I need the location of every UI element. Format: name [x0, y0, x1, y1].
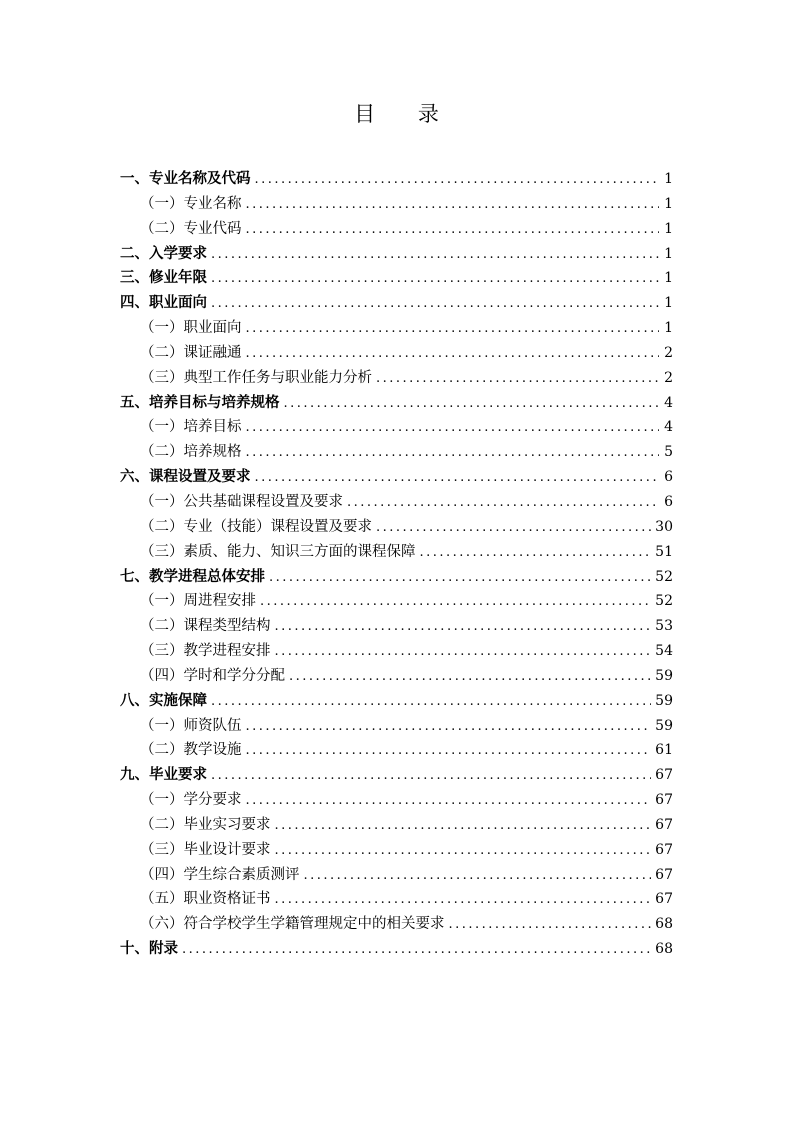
toc-dot-leader: [246, 715, 652, 740]
toc-page-number: 4: [664, 419, 673, 436]
toc-dot-leader: [211, 267, 659, 292]
toc-dot-leader: [284, 392, 660, 417]
toc-page-number: 1: [664, 295, 673, 312]
toc-dot-leader: [269, 566, 651, 591]
toc-entry-label: 七、教学进程总体安排: [120, 567, 265, 585]
toc-page-number: 67: [655, 891, 673, 908]
toc-chapter-entry[interactable]: [120, 391, 673, 416]
toc-dot-leader: [275, 839, 652, 864]
toc-entry-label: （二）毕业实习要求: [140, 816, 271, 833]
toc-section-entry[interactable]: [120, 788, 673, 813]
toc-entry-label: （一）师资队伍: [140, 717, 242, 734]
toc-dot-leader: [275, 888, 652, 913]
toc-entry-label: 十、附录: [120, 940, 178, 958]
toc-entry-label: （二）课证融通: [140, 344, 242, 361]
toc-dot-leader: [420, 541, 652, 566]
toc-dot-leader: [246, 416, 660, 441]
toc-section-entry[interactable]: [120, 316, 673, 341]
toc-entry-label: （五）职业资格证书: [140, 891, 271, 908]
toc-entry-label: （三）毕业设计要求: [140, 841, 271, 858]
toc-dot-leader: [246, 317, 660, 342]
toc-entry-label: （六）符合学校学生学籍管理规定中的相关要求: [140, 916, 445, 933]
toc-page-number: 51: [655, 543, 673, 560]
toc-dot-leader: [255, 466, 660, 491]
toc-section-entry[interactable]: [120, 589, 673, 614]
toc-page-number: 59: [655, 717, 673, 734]
toc-dot-leader: [182, 938, 651, 963]
toc-page-number: 61: [655, 742, 673, 759]
toc-section-entry[interactable]: [120, 614, 673, 639]
toc-entry-label: （一）职业面向: [140, 320, 242, 337]
toc-section-entry[interactable]: [120, 366, 673, 391]
toc-page-number: 2: [664, 369, 673, 386]
toc-list: [120, 167, 673, 962]
toc-entry-label: （一）学分要求: [140, 792, 242, 809]
toc-dot-leader: [449, 913, 652, 938]
toc-page-number: 1: [664, 245, 673, 262]
toc-dot-leader: [347, 491, 659, 516]
toc-entry-label: 一、专业名称及代码: [120, 170, 251, 187]
toc-dot-leader: [246, 739, 652, 764]
toc-page-number: 1: [664, 195, 673, 212]
toc-entry-label: （三）教学进程安排: [140, 643, 271, 660]
toc-chapter-entry[interactable]: [120, 266, 673, 291]
toc-page-number: 68: [655, 941, 673, 958]
toc-page-number: 5: [664, 444, 673, 461]
toc-section-entry[interactable]: [120, 838, 673, 863]
toc-section-entry[interactable]: [120, 887, 673, 912]
toc-entry-label: 八、实施保障: [120, 691, 207, 709]
toc-entry-label: （二）教学设施: [140, 742, 242, 759]
toc-page-number: 52: [655, 593, 673, 610]
toc-chapter-entry[interactable]: [120, 291, 673, 316]
toc-page-number: 1: [664, 320, 673, 337]
toc-section-entry[interactable]: [120, 664, 673, 689]
toc-entry-label: （二）专业代码: [140, 220, 242, 237]
toc-entry-label: 六、课程设置及要求: [120, 468, 251, 486]
toc-entry-label: （一）专业名称: [140, 195, 242, 212]
toc-dot-leader: [211, 243, 659, 268]
toc-section-entry[interactable]: [120, 714, 673, 739]
toc-chapter-entry[interactable]: [120, 167, 673, 192]
toc-entry-label: （一）周进程安排: [140, 593, 256, 610]
toc-dot-leader: [246, 218, 660, 243]
toc-page-number: 67: [655, 767, 673, 784]
toc-dot-leader: [289, 665, 651, 690]
toc-dot-leader: [246, 193, 660, 218]
toc-chapter-entry[interactable]: [120, 937, 673, 962]
toc-section-entry[interactable]: [120, 440, 673, 465]
toc-entry-label: 九、毕业要求: [120, 766, 207, 784]
toc-page-number: 67: [655, 792, 673, 809]
toc-entry-label: 二、入学要求: [120, 244, 207, 262]
toc-section-entry[interactable]: [120, 341, 673, 366]
toc-page-number: 68: [655, 916, 673, 933]
toc-dot-leader: [275, 640, 652, 665]
toc-entry-label: 四、职业面向: [120, 294, 207, 312]
toc-section-entry[interactable]: [120, 490, 673, 515]
toc-page-number: 54: [655, 643, 673, 660]
toc-page-number: 53: [655, 618, 673, 635]
toc-page-number: 52: [655, 568, 673, 585]
toc-page-number: 67: [655, 841, 673, 858]
toc-chapter-entry[interactable]: [120, 242, 673, 267]
toc-chapter-entry[interactable]: [120, 465, 673, 490]
toc-section-entry[interactable]: [120, 415, 673, 440]
toc-entry-label: （二）培养规格: [140, 444, 242, 461]
toc-section-entry[interactable]: [120, 515, 673, 540]
toc-dot-leader: [246, 342, 660, 367]
toc-section-entry[interactable]: [120, 738, 673, 763]
toc-page-number: 1: [664, 220, 673, 237]
toc-chapter-entry[interactable]: [120, 565, 673, 590]
toc-page-number: 6: [664, 493, 673, 510]
toc-entry-label: （三）典型工作任务与职业能力分析: [140, 369, 372, 386]
toc-page-number: 1: [664, 270, 673, 287]
toc-title: 目 录: [354, 102, 457, 126]
toc-page-number: 1: [664, 171, 673, 187]
toc-section-entry[interactable]: [120, 639, 673, 664]
toc-dot-leader: [376, 367, 659, 392]
toc-dot-leader: [246, 789, 652, 814]
toc-dot-leader: [211, 292, 659, 317]
toc-page-number: 2: [664, 344, 673, 361]
toc-dot-leader: [304, 864, 652, 889]
toc-dot-leader: [255, 168, 660, 193]
toc-chapter-entry[interactable]: [120, 763, 673, 788]
toc-dot-leader: [275, 615, 652, 640]
toc-dot-leader: [246, 441, 660, 466]
toc-page-number: 67: [655, 816, 673, 833]
toc-dot-leader: [260, 590, 651, 615]
toc-section-entry[interactable]: [120, 912, 673, 937]
toc-page-number: 67: [655, 866, 673, 883]
toc-dot-leader: [211, 690, 651, 715]
toc-entry-label: （一）培养目标: [140, 419, 242, 436]
toc-entry-label: （四）学时和学分分配: [140, 667, 285, 684]
toc-entry-label: （二）课程类型结构: [140, 618, 271, 635]
toc-page-number: 6: [664, 469, 673, 486]
toc-page-number: 59: [655, 667, 673, 684]
toc-dot-leader: [275, 814, 652, 839]
toc-page-number: 59: [655, 692, 673, 709]
toc-page-number: 4: [664, 394, 673, 411]
toc-entry-label: （三）素质、能力、知识三方面的课程保障: [140, 543, 416, 560]
toc-section-entry[interactable]: [120, 192, 673, 217]
toc-entry-label: （二）专业（技能）课程设置及要求: [140, 518, 372, 535]
toc-entry-label: （一）公共基础课程设置及要求: [140, 493, 343, 510]
toc-entry-label: 五、培养目标与培养规格: [120, 393, 280, 411]
toc-section-entry[interactable]: [120, 217, 673, 242]
toc-chapter-entry[interactable]: [120, 689, 673, 714]
toc-section-entry[interactable]: [120, 863, 673, 888]
toc-dot-leader: [211, 764, 651, 789]
toc-dot-leader: [376, 516, 651, 541]
toc-page-number: 30: [655, 518, 673, 535]
toc-section-entry[interactable]: [120, 813, 673, 838]
toc-section-entry[interactable]: [120, 540, 673, 565]
toc-entry-label: 三、修业年限: [120, 269, 207, 287]
toc-entry-label: （四）学生综合素质测评: [140, 866, 300, 883]
